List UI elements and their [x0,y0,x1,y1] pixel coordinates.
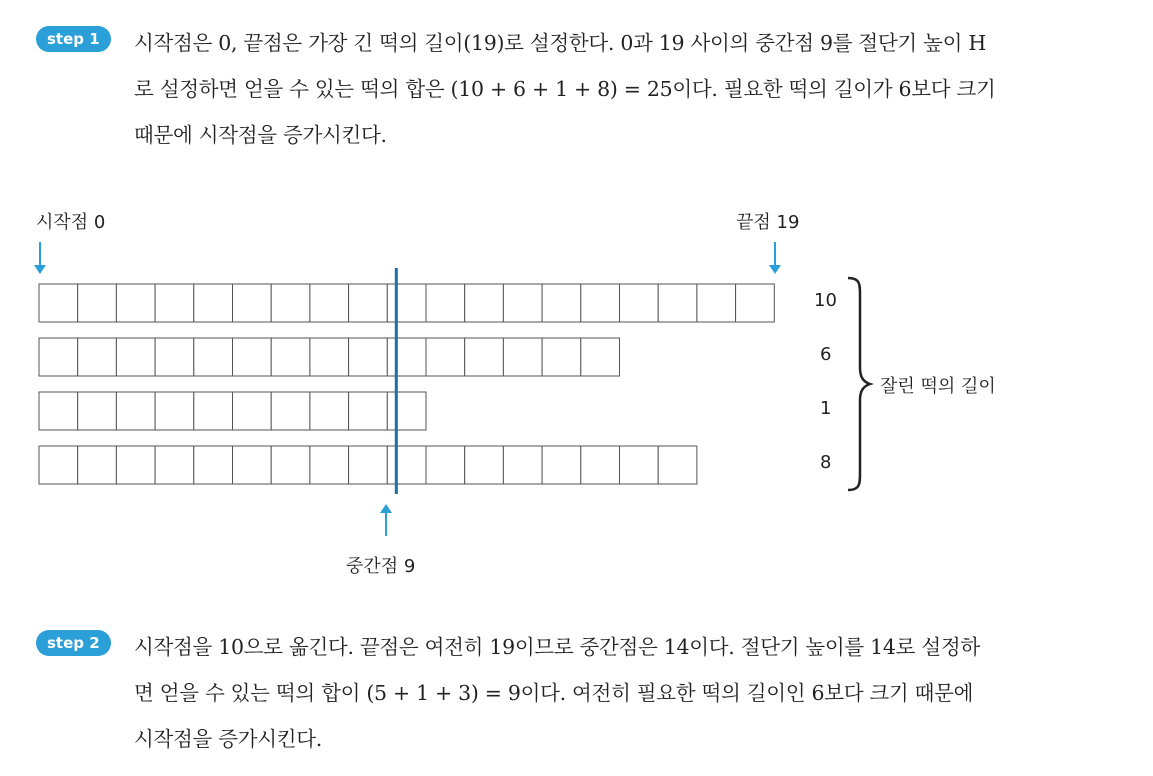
step-2-line: 면 얻을 수 있는 떡의 합이 (5 + 1 + 3) = 9이다. 여전히 필요한 떡의 길이인 6보다 크기 때문에 [134,681,974,705]
cut-length-4: 8 [820,452,832,473]
cake-cell [658,446,697,484]
cake-cell [78,284,117,322]
cake-cell [116,446,155,484]
cake-cell [271,338,310,376]
cake-cell [271,284,310,322]
cake-cell [426,284,465,322]
cake-cell [387,392,426,430]
cake-cell [194,446,233,484]
cake-cell [116,392,155,430]
cake-cell [387,446,426,484]
cake-cell [387,338,426,376]
cake-cell [426,338,465,376]
cake-cell [116,284,155,322]
cake-cell [503,338,542,376]
cake-cell [542,446,581,484]
step-2-line: 시작점을 10으로 옮긴다. 끝점은 여전히 19이므로 중간점은 14이다. 절단기 높이를 14로 설정하 [134,635,980,659]
cake-cell [39,392,78,430]
brace-label: 잘린 떡의 길이 [880,376,996,397]
cake-cell [349,446,388,484]
cake-cell [620,446,659,484]
step-1-block [36,20,1136,158]
right-brace-icon [838,276,874,492]
cake-cell [310,284,349,322]
cake-cell [39,284,78,322]
step-1-badge: step 1 [36,26,111,52]
cut-length-2: 6 [820,344,832,365]
step-1-line: 시작점은 0, 끝점은 가장 긴 떡의 길이(19)로 설정한다. 0과 19 사이의 중간점 9를 절단기 높이 H [134,31,986,55]
cake-cell [465,338,504,376]
end-arrow-icon [768,240,782,276]
cake-cell [78,338,117,376]
step-2-line: 시작점을 증가시킨다. [134,727,322,751]
cake-cell [39,338,78,376]
cake-cell [233,446,272,484]
cake-cell [194,392,233,430]
cake-cell [116,338,155,376]
cake-cell [155,338,194,376]
cake-cell [349,284,388,322]
start-arrow-icon [33,240,47,276]
step-1-line: 로 설정하면 얻을 수 있는 떡의 합은 (10 + 6 + 1 + 8) = 25이다. 필요한 떡의 길이가 6보다 크기 [134,77,996,101]
cake-cell [155,446,194,484]
cake-cell [581,338,620,376]
cake-cell [349,338,388,376]
step-1-line: 때문에 시작점을 증가시킨다. [134,123,387,147]
cut-length-3: 1 [820,398,832,419]
cake-cell [271,446,310,484]
cake-cell [465,446,504,484]
cake-cell [194,284,233,322]
cake-cell [310,338,349,376]
cake-cell [542,284,581,322]
cake-cell [503,284,542,322]
cake-cell [465,284,504,322]
step-2-block [36,624,1136,762]
cake-cell [155,392,194,430]
cake-cell [233,284,272,322]
cake-cell [271,392,310,430]
cake-cell [658,284,697,322]
cake-cell [387,284,426,322]
cake-cell [78,446,117,484]
cake-cell [233,392,272,430]
cake-cell [426,446,465,484]
cake-cell [310,392,349,430]
cake-cell [78,392,117,430]
cut-length-1: 10 [814,290,837,311]
cake-cell [542,338,581,376]
cake-cell [194,338,233,376]
cake-cell [581,446,620,484]
cake-cell [581,284,620,322]
step-2-text [134,624,1136,762]
cake-cell [736,284,775,322]
cake-cell [310,446,349,484]
cake-cell [155,284,194,322]
cake-cell [39,446,78,484]
mid-point-label: 중간점 9 [346,556,416,577]
cake-cell [697,284,736,322]
cake-cell [620,284,659,322]
end-point-label: 끝점 19 [736,212,800,233]
mid-arrow-icon [379,502,393,538]
cake-cell [233,338,272,376]
cake-cell [349,392,388,430]
step-1-text [134,20,1136,158]
step-2-badge: step 2 [36,630,111,656]
start-point-label: 시작점 0 [36,212,106,233]
cake-cell [503,446,542,484]
